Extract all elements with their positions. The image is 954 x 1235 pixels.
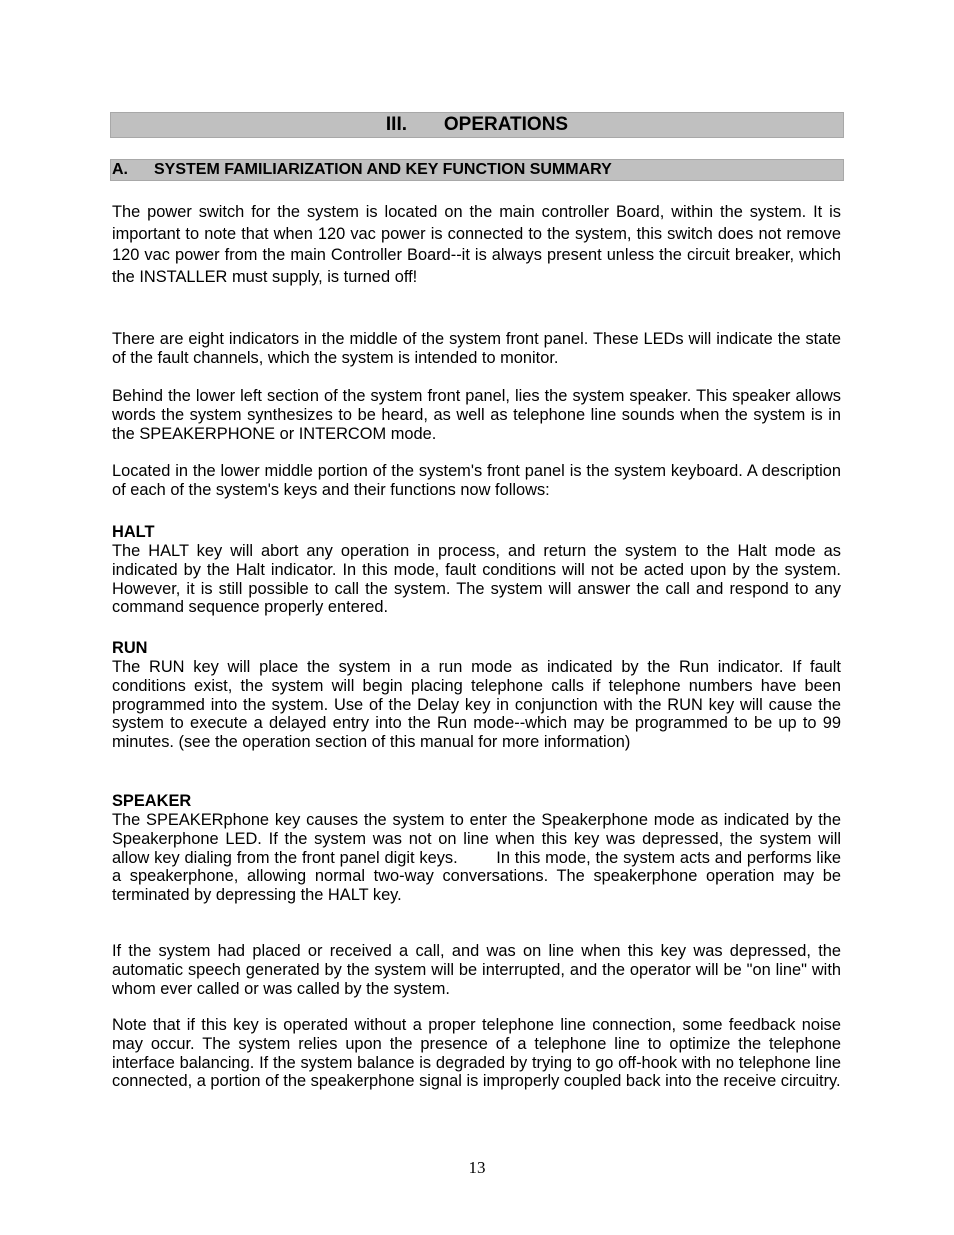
paragraph-halt: The HALT key will abort any operation in process, and return the system to the Halt mode as indicated by the Halt indicator. In this mode, fault conditions will not be acted upon by the system. However, it is still possible to call the system. The system will answer the call and respond to any command sequence properly entered.: [112, 542, 841, 617]
paragraph-indicators: There are eight indicators in the middle of the system front panel. These LEDs will indicate the state of the fault channels, which the system is intended to monitor.: [112, 330, 841, 367]
page-header: [112, 112, 844, 181]
section-number: III.: [385, 114, 408, 135]
page-number: 13: [468, 1158, 486, 1177]
heading-halt: HALT: [112, 523, 155, 541]
paragraph-power-switch: The power switch for the system is located on the main controller Board, within the system. It is important to note that when 120 vac power is connected to the system, this switch does not remove 120 vac power from the main Controller Board--it is always present unless the circuit breaker, which the INSTALLER must supply, is turned off!: [112, 203, 841, 286]
paragraph-speaker-key: The SPEAKERphone key causes the system to enter the Speakerphone mode as indicated by the Speakerphone LED. If the system was not on line when this key was depressed, the system will allow key dialing from the front panel digit keys. In this mode, the system acts and performs like a speakerphone, allowing normal two-way conversations. The speakerphone operation may be terminated by depressing the HALT key.: [112, 811, 846, 905]
heading-speaker: SPEAKER: [112, 792, 192, 810]
paragraph-speaker-location: Behind the lower left section of the system front panel, lies the system speaker. This speaker allows words the system synthesizes to be heard, as well as telephone line sounds when the system is in the SPEAKERPHONE or INTERCOM mode.: [112, 387, 841, 443]
subsection-heading: [110, 159, 844, 181]
paragraph-speaker-online: If the system had placed or received a call, and was on line when this key was depressed, the automatic speech generated by the system will be interrupted, and the operator will be "on line" with whom ever called or was called by the system.: [112, 942, 841, 998]
section-title: OPERATIONS: [443, 114, 569, 135]
paragraph-speaker-note: Note that if this key is operated without a proper telephone line connection, some feedback noise may occur. The system relies upon the presence of a telephone line to optimize the telephone interface balancing. If the system balance is degraded by trying to go off-hook with no telephone line connected, a portion of the speakerphone signal is improperly coupled back into the receive circuitry.: [112, 1016, 841, 1091]
paragraph-run: The RUN key will place the system in a run mode as indicated by the Run indicator. If fault conditions exist, the system will begin placing telephone calls if telephone numbers have been programmed into the system. Use of the Delay key in conjunction with the RUN key will cause the system to execute a delayed entry into the Run mode--which may be programmed to be up to 99 minutes. (see the operation section of this manual for more information): [112, 658, 841, 752]
section-heading: [110, 112, 844, 138]
heading-run: RUN: [112, 639, 148, 657]
paragraph-keyboard: Located in the lower middle portion of the system's front panel is the system keyboard. A description of each of the system's keys and their functions now follows:: [112, 462, 841, 499]
subsection-letter: A.: [112, 161, 128, 178]
subsection-title: SYSTEM FAMILIARIZATION AND KEY FUNCTION SUMMARY: [154, 161, 612, 178]
